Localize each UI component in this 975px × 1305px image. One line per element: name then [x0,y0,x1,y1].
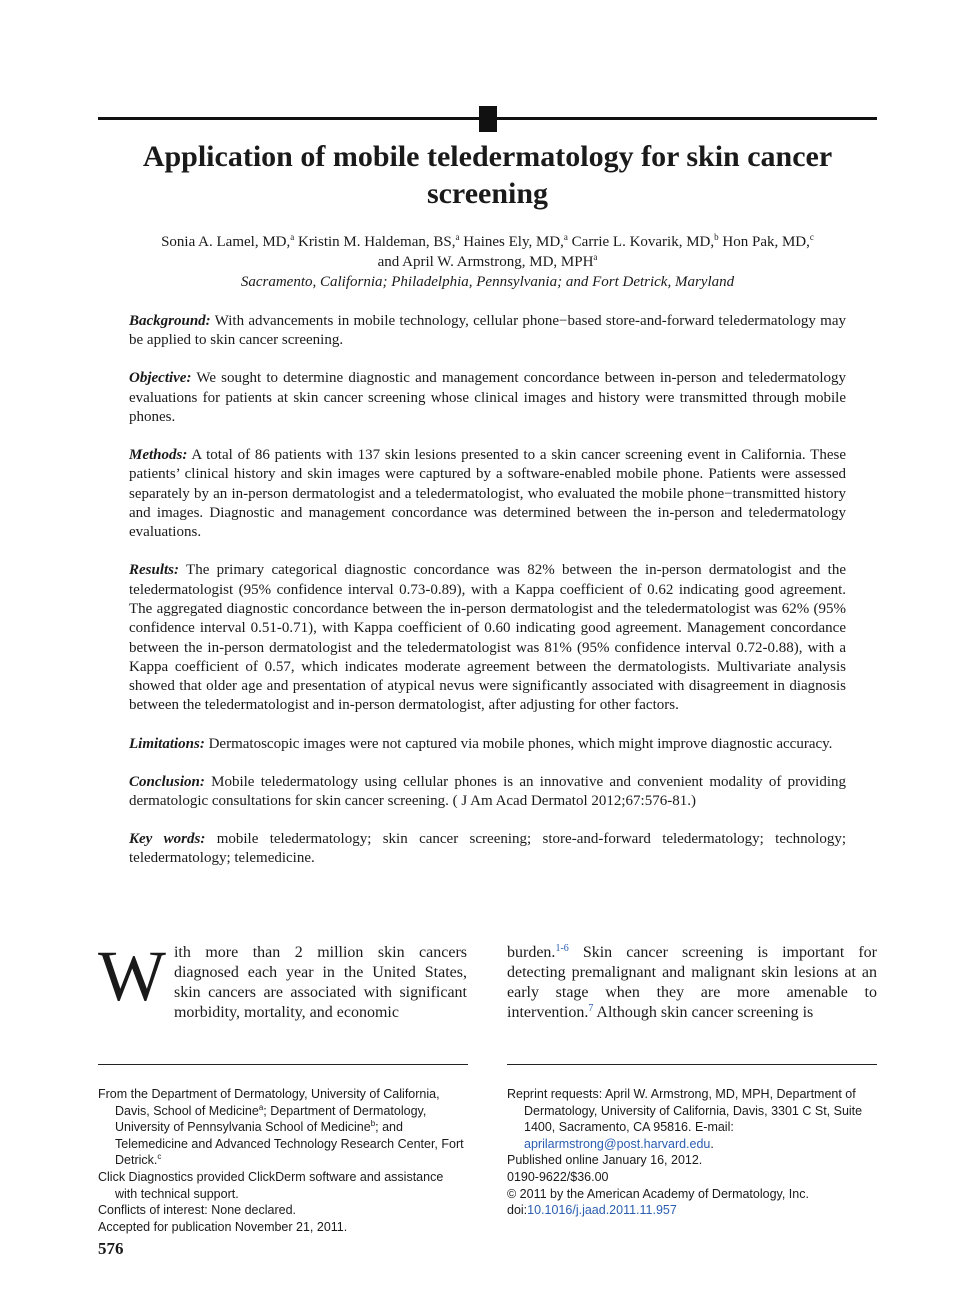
footnote-accepted: Accepted for publication November 21, 2011. [98,1219,348,1234]
abstract-background: Background: With advancements in mobile technology, cellular phone−based store-and-forward teledermatology may be applied to skin cancer screening. [129,313,846,349]
footnotes-right [507,1086,877,1219]
abstract-objective: Objective: We sought to determine diagnostic and management concordance between in-person and teledermatology evaluations for patients at skin cancer screening whose clinical images and history were transmitted through mobile phones. [129,370,846,425]
author-2: Kristin M. Haldeman, BS, [294,234,456,250]
footnote-divider-left [98,1064,468,1065]
footnote-affiliations: From the Department of Dermatology, University of California, Davis, School of Medicine$^a$; Department of Dermatology, University of Pennsylvania School of Medicine$^b$; and Telemedicine and Advanced Technology Research Center, Fort Detrick.$^c$ [98,1087,464,1168]
footnotes-left [98,1086,468,1235]
header-rule-marker [479,106,497,132]
footnote-issn: 0190-9622/$36.00 [507,1169,609,1184]
author-4: Carrie L. Kovarik, MD, [567,234,715,250]
body-column-right: burden.$^{1-6}$ Skin cancer screening is important for detecting premalignant and malignant skin lesions at an early stage when they are more amenable to intervention.$^7$ Although skin cancer screening is [507,943,877,1021]
author-6: and April W. Armstrong, MD, MPH [377,254,594,270]
author-line-2: and April W. Armstrong, MD, MPH$^a$ [377,252,598,270]
footnote-doi: doi:10.1016/j.jaad.2011.11.957 [507,1203,677,1218]
author-3: Haines Ely, MD, [459,234,564,250]
header-rule [98,104,877,132]
abstract-keywords: Key words: mobile teledermatology; skin cancer screening; store-and-forward teledermatology; technology; teledermatology; telemedicine. [129,831,846,867]
author-line-1: Sonia A. Lamel, MD,$^a$ Kristin M. Haldeman, BS,$^a$ Haines Ely, MD,$^a$ Carrie L. Kovarik, MD,$^b$ Hon Pak, MD,$^c$ [161,232,814,250]
footnote-copyright: © 2011 by the American Academy of Dermatology, Inc. [507,1186,809,1201]
footnote-published: Published online January 16, 2012. [507,1153,703,1168]
footnote-conflicts: Conflicts of interest: None declared. [98,1203,297,1218]
abstract-results: Results: The primary categorical diagnostic concordance was 82% between the in-person dermatologist and the teledermatologist (95% confidence interval 0.73-0.89), with a Kappa coefficient of 0.62 indicating good agreement. The aggregated diagnostic concordance between the in-person dermatologist and the teledermatologist was 62% (95% confidence interval 0.51-0.71), with Kappa coefficient of 0.60 indicating good agreement. Management concordance between the in-person dermatologist and the teledermatologist was 81% (95% confidence interval 0.72-0.88), with a Kappa coefficient of 0.57, which indicates moderate agreement between the dermatologists. Multivariate analysis showed that older age and presentation of atypical nevus were significantly associated with disagreement in diagnosis between the teledermatologist and in-person dermatologist, after adjusting for other factors. [129,562,846,714]
author-list [98,232,877,272]
reference-link-7[interactable]: 7 [588,1003,594,1014]
doi-link[interactable]: 10.1016/j.jaad.2011.11.957 [527,1203,677,1218]
body-column-left [98,936,467,1023]
abstract-methods: Methods: A total of 86 patients with 137 skin lesions presented to a skin cancer screening event in California. These patients’ clinical history and skin images were captured by a software-enabled mobile phone. Patients were assessed separately by an in-person dermatologist and a teledermatologist, who evaluated the mobile phone−transmitted history and images. Diagnostic and management concordance was determined between the in-person and teledermatology evaluations. [129,447,846,541]
page-number: 576 [98,1239,124,1258]
abstract-limitations: Limitations: Dermatoscopic images were not captured via mobile phones, which might improve diagnostic accuracy. [129,735,833,752]
author-5: Hon Pak, MD, [718,234,810,250]
drop-cap: W [98,936,166,1016]
footnote-support: Click Diagnostics provided ClickDerm software and assistance with technical support. [98,1169,444,1201]
abstract-conclusion: Conclusion: Mobile teledermatology using cellular phones is an innovative and convenient modality of providing dermatologic consultations for skin cancer screening. ( J Am Acad Dermatol 2012;67:576-81.) [129,773,846,809]
footnote-divider-right [507,1064,877,1065]
author-locations: Sacramento, California; Philadelphia, Pennsylvania; and Fort Detrick, Maryland [240,274,735,290]
author-1: Sonia A. Lamel, MD, [161,234,291,250]
abstract [129,312,846,887]
reference-link-1-6[interactable]: 1-6 [555,943,569,954]
footnote-reprint: Reprint requests: April W. Armstrong, MD, MPH, Department of Dermatology, University of California, Davis, 3301 C St, Suite 1400, Sacramento, CA 95816. E-mail: aprilarmstrong@post.harvard.edu. [507,1087,863,1151]
body-intro-text: ith more than 2 million skin cancers diagnosed each year in the United States, skin cancers are associated with significant morbidity, mortality, and economic [173,944,467,1021]
email-link[interactable]: aprilarmstrong@post.harvard.edu [524,1136,711,1151]
article-title: Application of mobile teledermatology for skin cancer screening [142,140,833,210]
